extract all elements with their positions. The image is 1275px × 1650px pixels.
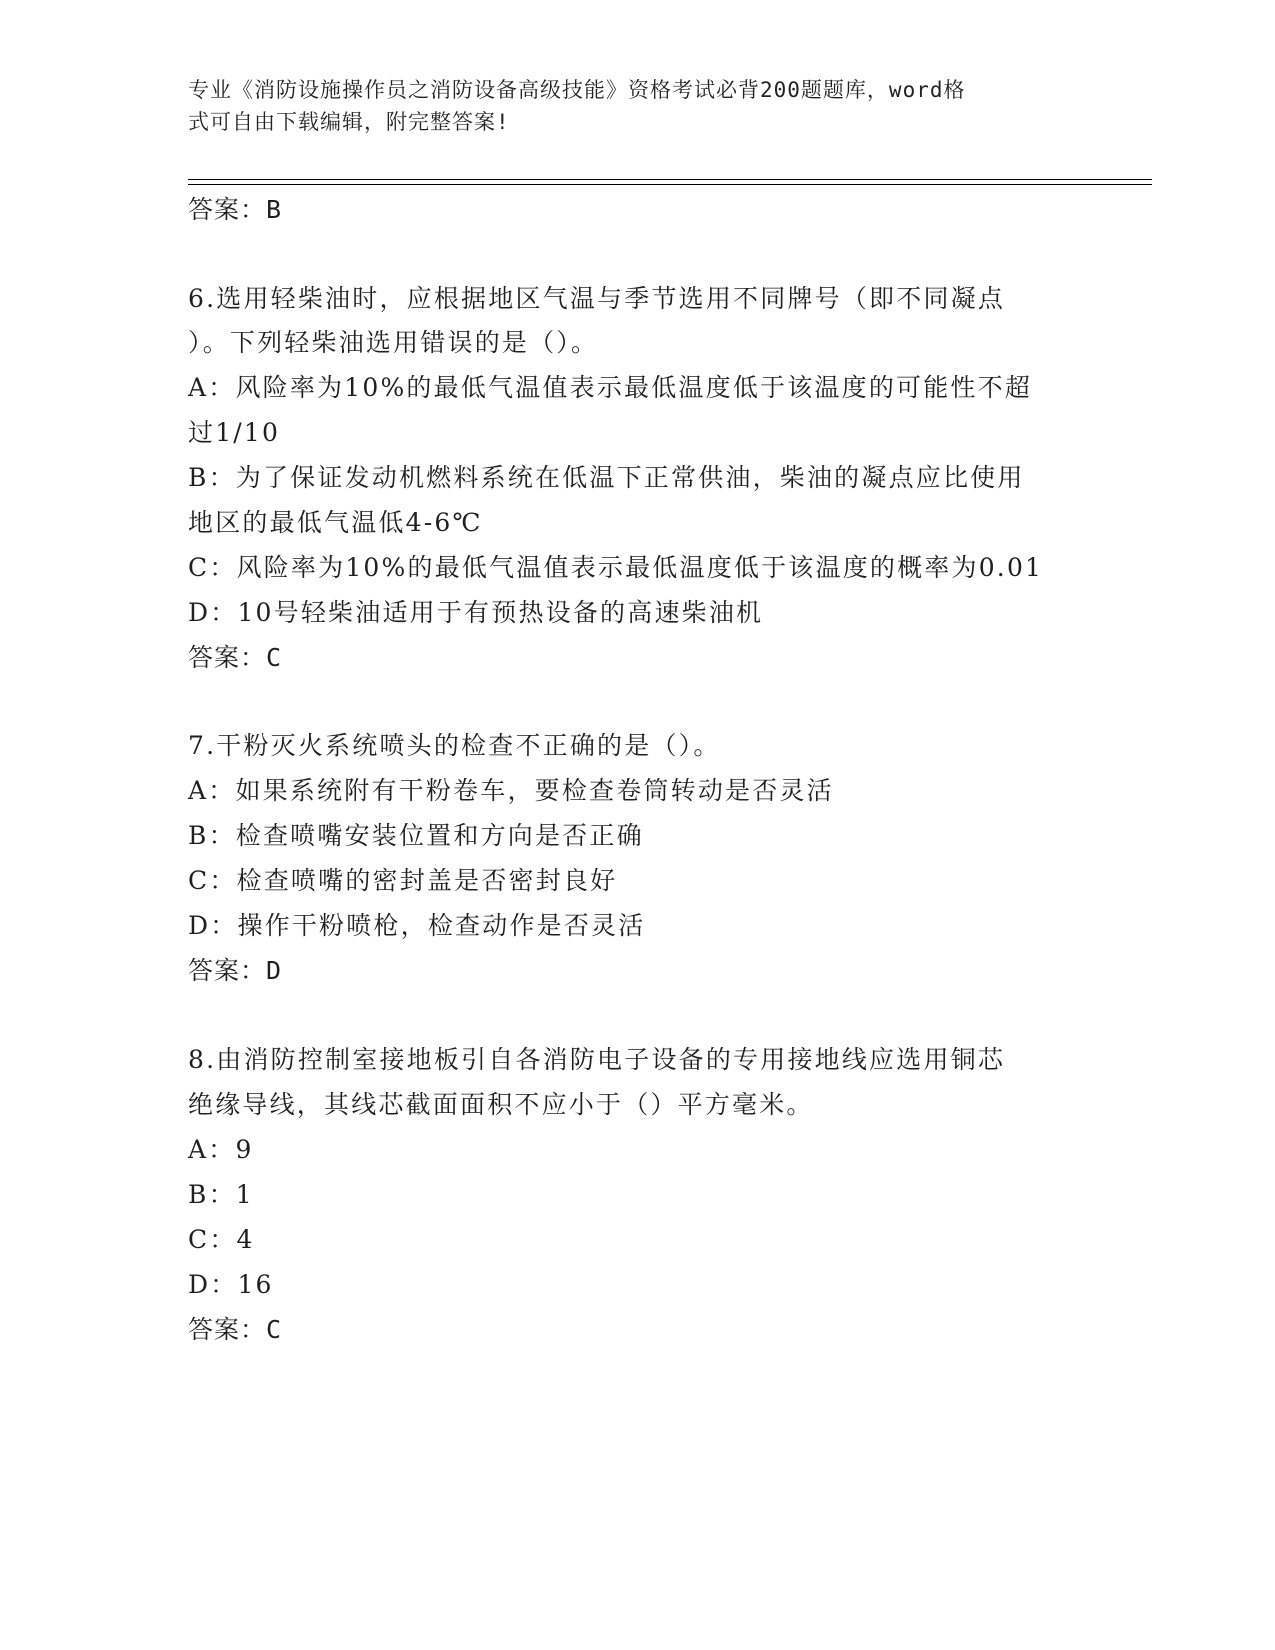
question-8-option-a: A：9 bbox=[188, 1135, 254, 1164]
question-7-answer: 答案：D bbox=[188, 956, 283, 985]
header-title-line-2: 式可自由下载编辑，附完整答案! bbox=[188, 110, 510, 134]
question-8-stem-line-1: 8.由消防控制室接地板引自各消防电子设备的专用接地线应选用铜芯 bbox=[188, 1045, 1006, 1074]
question-7-option-a: A：如果系统附有干粉卷车，要检查卷筒转动是否灵活 bbox=[188, 776, 834, 805]
previous-question-answer: 答案：B bbox=[188, 195, 283, 224]
question-6-option-a-line-1: A：风险率为10%的最低气温值表示最低温度低于该温度的可能性不超 bbox=[188, 373, 1033, 402]
question-6-option-a-line-2: 过1/10 bbox=[188, 418, 281, 447]
question-6-option-b-line-2: 地区的最低气温低4-6℃ bbox=[188, 508, 483, 537]
question-8-option-b: B：1 bbox=[188, 1180, 254, 1209]
question-8-stem-line-2: 绝缘导线，其线芯截面面积不应小于（）平方毫米。 bbox=[188, 1090, 814, 1119]
header-divider-bottom bbox=[188, 184, 1152, 185]
question-8-answer: 答案：C bbox=[188, 1315, 283, 1344]
question-6-option-c: C：风险率为10%的最低气温值表示最低温度低于该温度的概率为0.01 bbox=[188, 553, 1044, 582]
question-8-option-c: C：4 bbox=[188, 1225, 255, 1254]
header-title-line-1: 专业《消防设施操作员之消防设备高级技能》资格考试必背200题题库，word格 bbox=[188, 78, 966, 102]
document-header bbox=[188, 74, 1068, 138]
question-8-option-d: D：16 bbox=[188, 1270, 274, 1299]
question-6-stem-line-2: ）。下列轻柴油选用错误的是（）。 bbox=[188, 328, 599, 357]
question-7-option-b: B：检查喷嘴安装位置和方向是否正确 bbox=[188, 821, 644, 850]
question-6-stem-line-1: 6.选用轻柴油时，应根据地区气温与季节选用不同牌号（即不同凝点 bbox=[188, 284, 1006, 313]
question-6-option-d: D：10号轻柴油适用于有预热设备的高速柴油机 bbox=[188, 598, 764, 627]
question-6-option-b-line-1: B：为了保证发动机燃料系统在低温下正常供油，柴油的凝点应比使用 bbox=[188, 463, 1025, 492]
question-7-option-d: D：操作干粉喷枪，检查动作是否灵活 bbox=[188, 911, 646, 940]
question-7-option-c: C：检查喷嘴的密封盖是否密封良好 bbox=[188, 866, 618, 895]
question-7-stem: 7.干粉灭火系统喷头的检查不正确的是（）。 bbox=[188, 731, 721, 760]
header-divider-top bbox=[188, 179, 1152, 180]
question-6-answer: 答案：C bbox=[188, 643, 283, 672]
